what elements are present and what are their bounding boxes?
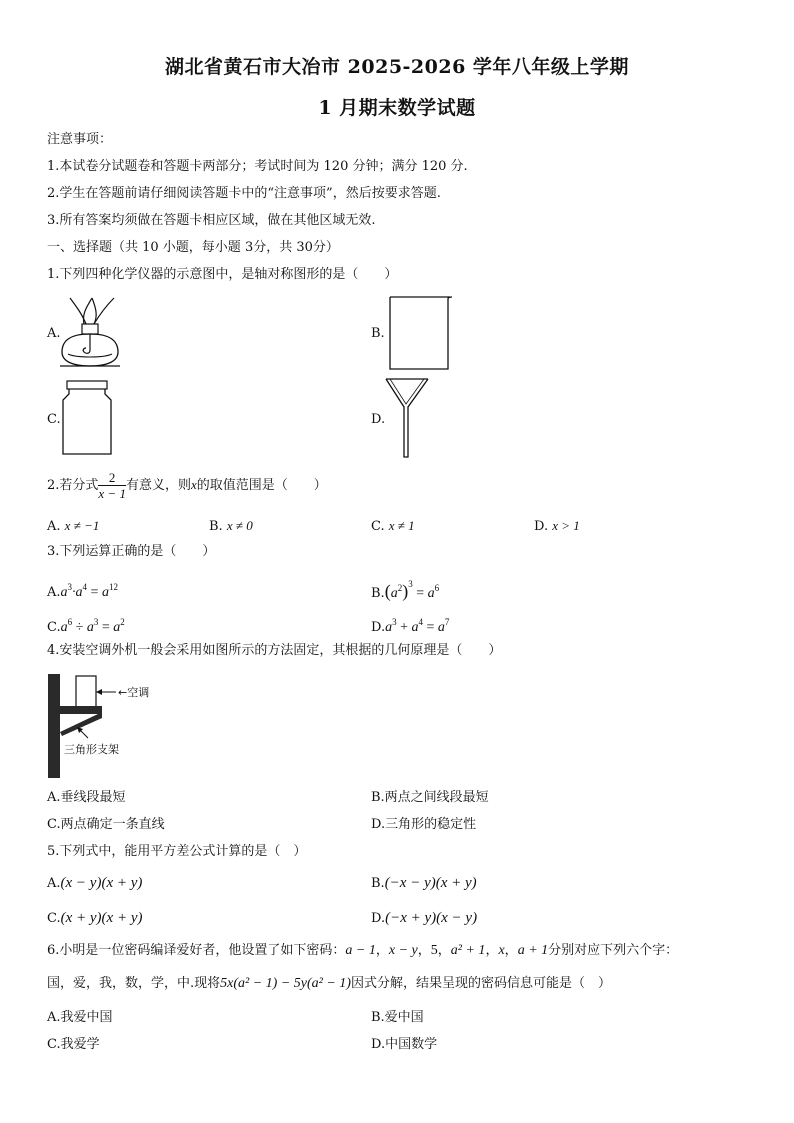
q2-stem-suffix: 的取值范围是（ ） (196, 478, 327, 493)
q1-option-d-label: D. (371, 412, 386, 427)
q2-option-a: A. x ≠ −1 (47, 518, 100, 534)
q6-option-a: A.我爱中国 (47, 1010, 113, 1025)
q2-stem (47, 470, 327, 501)
q1-option-c-label: C. (47, 412, 61, 427)
q4-option-c: C.两点确定一条直线 (47, 817, 165, 832)
q6-code-1: a − 1 (345, 943, 376, 958)
q2-denominator: x − 1 (98, 486, 126, 501)
q2-option-c: C. x ≠ 1 (371, 518, 415, 534)
q2-stem-mid: 有意义，则 (125, 478, 191, 493)
q6-stem-line2: 国，爱，我，数，学，中.现将5x(a² − 1) − 5y(a² − 1)因式分解，结果呈现的密码信息可能是（ ） (47, 976, 611, 991)
q6-option-b: B.爱中国 (371, 1010, 424, 1025)
q5-option-b: B.(−x − y)(x + y) (371, 875, 477, 891)
section-heading: 一、选择题（共 10 小题，每小题 3分，共 30分） (47, 240, 339, 255)
q1-option-b-label: B. (371, 326, 385, 341)
q3-stem: 3.下列运算正确的是（ ） (47, 544, 216, 559)
q6-code-4: a² + 1 (450, 943, 486, 958)
q3-option-a: $A.a^3\cdot a^4 = a^{12}$ (47, 582, 118, 600)
q5-option-a: A.(x − y)(x + y) (47, 875, 143, 891)
q1-stem: 1.下列四种化学仪器的示意图中，是轴对称图形的是（ ） (47, 267, 398, 282)
q2-fraction (98, 470, 126, 501)
q3-option-b: $B.(a^2)^3 = a^6$ (371, 579, 440, 601)
funnel-figure (384, 377, 430, 459)
q6-code-6: a + 1 (517, 943, 549, 958)
notes-item-3: 3.所有答案均须做在答题卡相应区域，做在其他区域无效. (47, 213, 376, 228)
q4-option-a: A.垂线段最短 (47, 790, 126, 805)
notes-heading: 注意事项： (47, 132, 113, 147)
q2-stem-prefix: 2.若分式 (47, 478, 99, 493)
q4-label-bracket: 三角形支架 (64, 743, 119, 756)
q4-label-ac: ←空调 (118, 686, 150, 699)
q2-numerator: 2 (98, 470, 126, 486)
q4-option-b: B.两点之间线段最短 (371, 790, 489, 805)
q3-option-c: $C.a^6 \div a^3 = a^2$ (47, 617, 125, 635)
q2-option-d: D. x > 1 (534, 518, 580, 534)
q3-option-d: $D.a^3 + a^4 = a^7$ (371, 617, 450, 635)
q4-option-d: D.三角形的稳定性 (371, 817, 477, 832)
page-subtitle: 1 月期末数学试题 (318, 97, 476, 119)
q1-option-a-label: A. (47, 326, 61, 341)
q6-option-d: D.中国数学 (371, 1037, 438, 1052)
reagent-bottle-figure (60, 380, 114, 456)
q2-option-b: B. x ≠ 0 (209, 518, 253, 534)
page-title: 湖北省黄石市大冶市 2025-2026 学年八年级上学期 (165, 56, 629, 78)
q6-expression: 5x(a² − 1) − 5y(a² − 1) (220, 976, 351, 991)
notes-item-2: 2.学生在答题前请仔细阅读答题卡中的“注意事项”，然后按要求答题. (47, 186, 441, 201)
q5-stem: 5.下列式中，能用平方差公式计算的是（ ） (47, 844, 307, 859)
beaker-figure (386, 295, 456, 371)
q6-option-c: C.我爱学 (47, 1037, 100, 1052)
q6-code-2: x − y (388, 943, 418, 958)
alcohol-lamp-figure (56, 292, 126, 372)
q6-code-3: 5 (430, 943, 438, 958)
q5-option-c: C.(x + y)(x + y) (47, 910, 143, 926)
q2-variable: x (190, 477, 197, 492)
q5-option-d: D.(−x + y)(x − y) (371, 910, 478, 926)
q4-stem: 4.安装空调外机一般会采用如图所示的方法固定，其根据的几何原理是（ ） (47, 643, 502, 658)
q6-code-5: x (498, 943, 505, 958)
notes-item-1: 1.本试卷分试题卷和答题卡两部分；考试时间为 120 分钟；满分 120 分. (47, 159, 468, 174)
q6-stem-line1: 6.小明是一位密码编译爱好者，他设置了如下密码：a − 1，x − y，5，a² + 1，x，a + 1分别对应下列六个字： (47, 943, 679, 958)
